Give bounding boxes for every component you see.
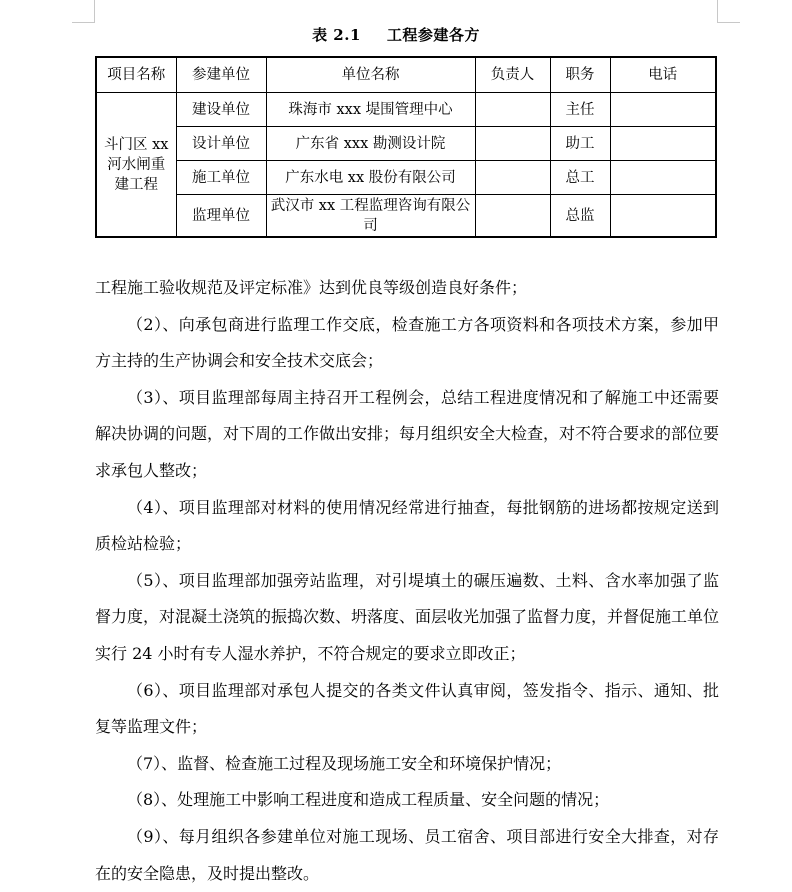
paragraph-item-5: （5）、项目监理部加强旁站监理，对引堤填土的碾压遍数、土料、含水率加强了监督力度，对混凝土浇筑的振捣次数、坍落度、面层收光加强了监督力度，并督促施工单位实行 24 小时有专人湿水养护，不符合规定的要求立即改正； [95,570,720,663]
header-unit-name: 单位名称 [266,57,475,93]
header-phone: 电话 [610,57,716,93]
cell-unit: 武汉市 xx 工程监理咨询有限公司 [266,195,475,238]
cell-phone [610,195,716,238]
paragraph-item-9: （9）、每月组织各参建单位对施工现场、员工宿舍、项目部进行安全大排查，对存在的安全隐患，及时提出整改。 [95,826,719,883]
paragraph-item-7: （7）、监督、检查施工过程及现场施工安全和环境保护情况； [127,753,562,773]
project-name-cell: 斗门区 xx 河水闸重建工程 [96,93,176,238]
cell-title: 助工 [550,127,610,161]
cell-title: 主任 [550,93,610,127]
paragraph-continuation: 工程施工验收规范及评定标准》达到优良等级创造良好条件； [95,278,528,297]
cell-title: 总监 [550,195,610,238]
table-caption-title: 工程参建各方 [386,26,480,44]
document-body [95,270,719,892]
paragraph-item-2: （2）、向承包商进行监理工作交底，检查施工方各项资料和各项技术方案，参加甲方主持的生产协调会和安全技术交底会； [95,314,719,371]
paragraph-item-8: （8）、处理施工中影响工程进度和造成工程质量、安全问题的情况； [127,790,610,810]
page-corner-mark-right [717,0,740,23]
table-header-row [96,57,716,93]
table-caption-number: 表 2.1 [312,26,361,44]
cell-role: 施工单位 [176,161,266,195]
table-caption [0,24,792,45]
cell-person [475,161,550,195]
cell-unit: 广东水电 xx 股份有限公司 [266,161,475,195]
table-row [96,127,716,161]
table-row [96,195,716,238]
header-project-name: 项目名称 [96,57,176,93]
cell-person [475,93,550,127]
page-corner-mark-left [72,0,95,23]
cell-unit: 珠海市 xxx 堤围管理中心 [266,93,475,127]
cell-person [475,127,550,161]
table-row [96,93,716,127]
paragraph-item-6: （6）、项目监理部对承包人提交的各类文件认真审阅，签发指令、指示、通知、批复等监理文件； [95,680,719,737]
cell-title: 总工 [550,161,610,195]
cell-phone [610,93,716,127]
cell-person [475,195,550,238]
cell-phone [610,127,716,161]
cell-role: 建设单位 [176,93,266,127]
cell-role: 监理单位 [176,195,266,238]
table-row [96,161,716,195]
header-person: 负责人 [475,57,550,93]
header-role: 参建单位 [176,57,266,93]
paragraph-item-4: （4）、项目监理部对材料的使用情况经常进行抽查，每批钢筋的进场都按规定送到质检站检验； [95,497,719,554]
header-title: 职务 [550,57,610,93]
faint-watermark [270,232,650,248]
paragraph-item-3: （3）、项目监理部每周主持召开工程例会，总结工程进度情况和了解施工中还需要解决协调的问题，对下周的工作做出安排；每月组织安全大检查，对不符合要求的部位要求承包人整改； [95,387,720,480]
cell-unit: 广东省 xxx 勘测设计院 [266,127,475,161]
cell-role: 设计单位 [176,127,266,161]
cell-phone [610,161,716,195]
project-parties-table [95,56,717,238]
